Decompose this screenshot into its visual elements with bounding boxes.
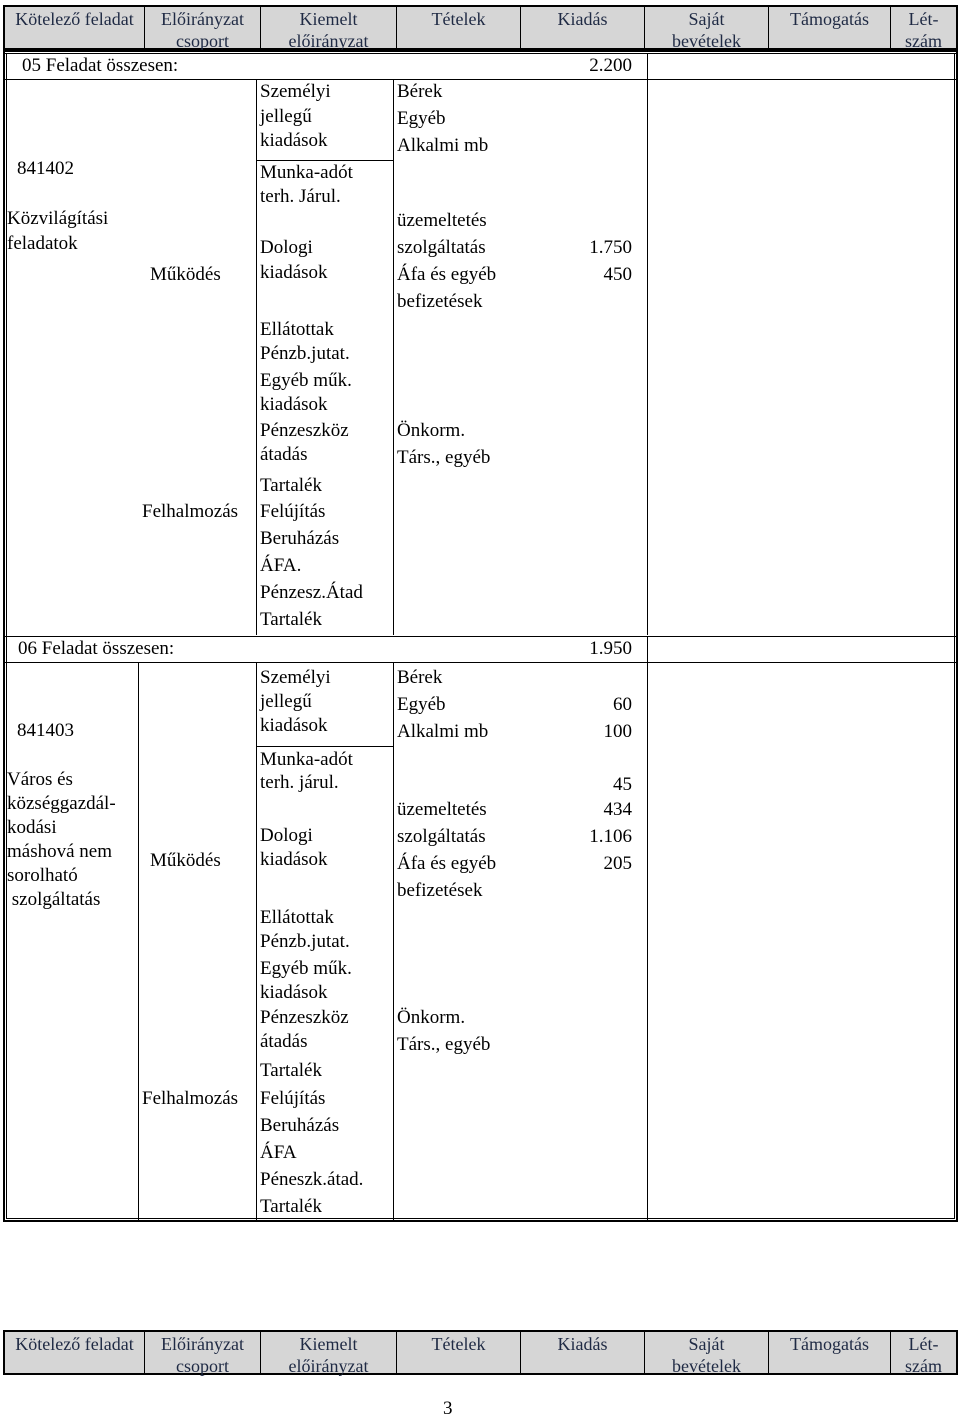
section05-value-szolgaltatas: 1.750 (589, 237, 632, 258)
section05-divider-kiadas (647, 80, 648, 635)
section05-group-mukodes: Működés (150, 264, 221, 285)
section06-kiemelt-szemelyi-l1: Személyi (260, 667, 331, 688)
section06-value-alkalmi: 100 (603, 721, 632, 742)
section06-tetel-befizetesek: befizetések (397, 880, 483, 901)
section05-tetel-alkalmi: Alkalmi mb (397, 135, 489, 156)
section06-value-szolgaltatas: 1.106 (589, 826, 632, 847)
section06-tetel-uzemeltetes: üzemeltetés (397, 799, 487, 820)
footer-header-kiadas: Kiadás (521, 1332, 645, 1373)
section06-kiemelt-egyeb-l2: kiadások (260, 982, 328, 1003)
section06-name-l5: sorolható (7, 865, 78, 886)
section05-tetel-befizetesek: befizetések (397, 291, 483, 312)
section06-kiemelt-munka-l2: terh. járul. (260, 772, 339, 793)
section05-kiemelt-ellatottak-l2: Pénzb.jutat. (260, 343, 350, 364)
section06-kiemelt-felujitas: Felújítás (260, 1088, 326, 1109)
section05-kiemelt-egyeb-l2: kiadások (260, 394, 328, 415)
section06-hline (256, 746, 393, 747)
section05-kiemelt-tartalek2: Tartalék (260, 609, 322, 630)
section05-divider-tetelek (393, 80, 394, 635)
section06-name-l3: kodási (7, 817, 57, 838)
section05-kiemelt-dologi-l2: kiadások (260, 262, 328, 283)
section06-kiemelt-dologi-l1: Dologi (260, 825, 313, 846)
section06-kiemelt-ellatottak-l2: Pénzb.jutat. (260, 931, 350, 952)
section06-value-egyeb: 60 (613, 694, 632, 715)
section05-kiemelt-munka-l1: Munka-adót (260, 162, 353, 183)
section06-divider-tetelek (393, 663, 394, 1220)
header-kiadas: Kiadás (521, 7, 645, 48)
section06-total-divider (647, 636, 648, 663)
section06-tetel-szolgaltatas: szolgáltatás (397, 826, 486, 847)
section06-kiemelt-penzeszkoz-l1: Pénzeszköz (260, 1007, 349, 1028)
section06-total-label: 06 Feladat összesen: (18, 638, 175, 659)
section05-kiemelt-penzesz: Pénzesz.Átad (260, 582, 363, 603)
section06-name-l1: Város és (7, 769, 73, 790)
section05-divider-kiemelt (256, 80, 257, 635)
section05-kiemelt-felujitas: Felújítás (260, 501, 326, 522)
section06-group-felhalmozas: Felhalmozás (142, 1088, 239, 1109)
section06-kiemelt-szemelyi-l2: jellegű (260, 691, 312, 712)
section06-kiemelt-afa: ÁFA (260, 1142, 297, 1163)
section05-kiemelt-dologi-l1: Dologi (260, 237, 313, 258)
section05-kiemelt-tartalek1: Tartalék (260, 475, 322, 496)
section05-kiemelt-afa: ÁFA. (260, 555, 302, 576)
section05-tetel-berek: Bérek (397, 81, 443, 102)
section05-name-l2: feladatok (7, 233, 78, 254)
section06-tetel-egyeb: Egyéb (397, 694, 446, 715)
section06-kiemelt-ellatottak-l1: Ellátottak (260, 907, 334, 928)
header-tamogatas: Támogatás (769, 7, 891, 48)
section06-tetel-onkorm: Önkorm. (397, 1007, 466, 1028)
section06-kiemelt-dologi-l2: kiadások (260, 849, 328, 870)
section06-kiemelt-munka-l1: Munka-adót (260, 749, 353, 770)
section06-value-munka: 45 (613, 774, 632, 795)
section05-kiemelt-ellatottak-l1: Ellátottak (260, 319, 334, 340)
section05-tetel-egyeb: Egyéb (397, 108, 446, 129)
section05-kiemelt-penzeszkoz-l2: átadás (260, 444, 308, 465)
header-letszam: Lét- szám (905, 9, 942, 51)
footer-header-kotelezo-feladat: Kötelező feladat (5, 1332, 145, 1373)
section06-kiemelt-tartalek2: Tartalék (260, 1196, 322, 1217)
section06-kiemelt-egyeb-l1: Egyéb műk. (260, 958, 352, 979)
section05-name-l1: Közvilágítási (7, 208, 109, 229)
section05-kiemelt-munka-l2: terh. Járul. (260, 186, 341, 207)
section05-tetel-szolgaltatas: szolgáltatás (397, 237, 486, 258)
section05-total-divider (647, 53, 648, 80)
header-eloiranyzat-csoport: Előirányzat csoport (145, 7, 261, 48)
footer-header-tamogatas: Támogatás (769, 1332, 891, 1373)
section06-tetel-berek: Bérek (397, 667, 443, 688)
section05-tetel-uzemeltetes: üzemeltetés (397, 210, 487, 231)
section05-total-label: 05 Feladat összesen: (22, 55, 179, 76)
section05-hline (256, 160, 393, 161)
section06-tetel-tars: Társ., egyéb (397, 1034, 491, 1055)
footer-header-sajat-bevetelek: Saját bevételek (645, 1332, 769, 1373)
section05-kiemelt-szemelyi-l3: kiadások (260, 130, 328, 151)
table-header-top (3, 5, 958, 50)
section05-kiemelt-egyeb-l1: Egyéb műk. (260, 370, 352, 391)
footer-header-kiemelt-eloiranyzat: Kiemelt előirányzat (261, 1332, 397, 1373)
section06-divider-csoport (138, 663, 139, 1220)
section05-tetel-afa: Áfa és egyéb (397, 264, 497, 285)
page-number: 3 (443, 1398, 453, 1419)
section05-value-afa: 450 (603, 264, 632, 285)
section06-name-l6: szolgáltatás (7, 889, 101, 910)
section06-kiemelt-szemelyi-l3: kiadások (260, 715, 328, 736)
section06-tetel-afa: Áfa és egyéb (397, 853, 497, 874)
section05-group-felhalmozas: Felhalmozás (142, 501, 239, 522)
section05-kiemelt-penzeszkoz-l1: Pénzeszköz (260, 420, 349, 441)
section06-kiemelt-peneszk: Péneszk.átad. (260, 1169, 364, 1190)
header-kiemelt-eloiranyzat: Kiemelt előirányzat (261, 7, 397, 48)
section06-divider-kiadas (647, 663, 648, 1220)
footer-header-tetelek: Tételek (397, 1332, 521, 1373)
section06-code: 841403 (17, 720, 74, 741)
section05-tetel-onkorm: Önkorm. (397, 420, 466, 441)
header-sajat-bevetelek: Saját bevételek (645, 7, 769, 48)
section06-tetel-alkalmi: Alkalmi mb (397, 721, 489, 742)
section06-kiemelt-tartalek1: Tartalék (260, 1060, 322, 1081)
header-kotelezo-feladat: Kötelező feladat (5, 7, 145, 48)
footer-header-eloiranyzat-csoport: Előirányzat csoport (145, 1332, 261, 1373)
section05-kiemelt-szemelyi-l1: Személyi (260, 81, 331, 102)
section06-group-mukodes: Működés (150, 850, 221, 871)
section06-name-l4: máshová nem (7, 841, 113, 862)
section05-kiemelt-beruhazas: Beruházás (260, 528, 340, 549)
section06-value-uzemeltetes: 434 (603, 799, 632, 820)
section06-kiemelt-penzeszkoz-l2: átadás (260, 1031, 308, 1052)
footer-header-letszam: Lét- szám (905, 1334, 942, 1376)
section06-total-value: 1.950 (589, 638, 632, 659)
section06-kiemelt-beruhazas: Beruházás (260, 1115, 340, 1136)
section05-code: 841402 (17, 158, 74, 179)
section05-kiemelt-szemelyi-l2: jellegű (260, 106, 312, 127)
table-header-bottom (3, 1330, 958, 1375)
section06-name-l2: községgazdál- (7, 793, 116, 814)
section06-value-afa: 205 (603, 853, 632, 874)
section05-tetel-tars: Társ., egyéb (397, 447, 491, 468)
header-tetelek: Tételek (397, 7, 521, 48)
section05-total-value: 2.200 (589, 55, 632, 76)
